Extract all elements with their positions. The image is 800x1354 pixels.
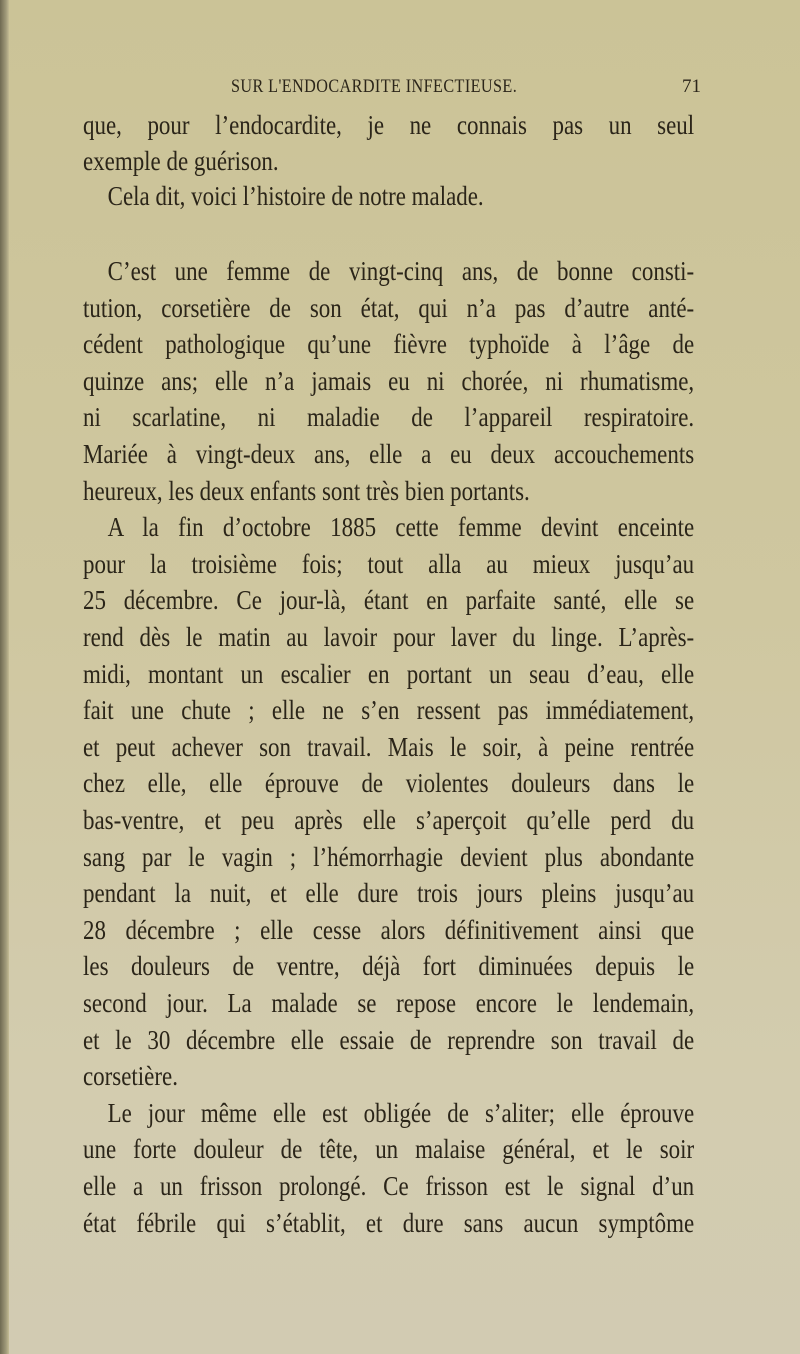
text-line: cédent pathologique qu’une fièvre typhoïde à l’âge de xyxy=(83,329,695,360)
text-line: heureux, les deux enfants sont très bien portants. xyxy=(83,475,530,506)
text-line: chez elle, elle éprouve de violentes douleurs dans le xyxy=(83,768,695,799)
running-title: SUR L'ENDOCARDITE INFECTIEUSE. xyxy=(231,76,518,97)
text-line: bas-ventre, et peu après elle s’aperçoit qu’elle perd du xyxy=(83,805,695,835)
text-line: sang par le vagin ; l’hémorrhagie devient plus abondante xyxy=(83,841,695,872)
text-line: et le 30 décembre elle essaie de reprendre son travail de xyxy=(83,1024,695,1055)
text-line: une forte douleur de tête, un malaise général, et le soir xyxy=(83,1134,695,1165)
text-line: état fébrile qui s’établit, et dure sans aucun symptôme xyxy=(83,1207,695,1238)
text-line: Mariée à vingt-deux ans, elle a eu deux accouchements xyxy=(83,439,695,469)
text-line: fait une chute ; elle ne s’en ressent pas immédiatement, xyxy=(83,695,695,726)
page-header xyxy=(0,76,800,100)
text-line: tution, corsetière de son état, qui n’a pas d’autre anté- xyxy=(83,292,695,323)
text-line: Cela dit, voici l’histoire de notre malade. xyxy=(107,181,484,211)
text-line: ni scarlatine, ni maladie de l’appareil respiratoire. xyxy=(83,402,695,433)
page-edge-shadow xyxy=(0,0,9,1354)
page-number: 71 xyxy=(682,76,701,97)
text-line: 25 décembre. Ce jour-là, étant en parfaite santé, elle se xyxy=(83,585,695,616)
text-line: 28 décembre ; elle cesse alors définitivement ainsi que xyxy=(83,914,695,945)
text-line: elle a un frisson prolongé. Ce frisson est le signal d’un xyxy=(83,1171,695,1201)
text-line: pendant la nuit, et elle dure trois jours pleins jusqu’au xyxy=(83,878,695,909)
text-line: quinze ans; elle n’a jamais eu ni chorée, ni rhumatisme, xyxy=(83,365,695,396)
text-line: les douleurs de ventre, déjà fort diminuées depuis le xyxy=(83,951,695,982)
text-line: et peut achever son travail. Mais le soir, à peine rentrée xyxy=(83,731,695,762)
text-line: second jour. La malade se repose encore le lendemain, xyxy=(83,988,695,1018)
text-line: exemple de guérison. xyxy=(83,145,279,176)
text-line: C’est une femme de vingt-cinq ans, de bonne consti- xyxy=(107,256,695,286)
text-line: corsetière. xyxy=(83,1061,178,1092)
text-line: midi, montant un escalier en portant un seau d’eau, elle xyxy=(83,658,695,689)
text-line: Le jour même elle est obligée de s’aliter; elle éprouve xyxy=(107,1097,695,1128)
text-line: A la fin d’octobre 1885 cette femme devint enceinte xyxy=(107,512,695,543)
text-line: que, pour l’endocardite, je ne connais pas un seul xyxy=(83,110,695,140)
text-line: pour la troisième fois; tout alla au mieux jusqu’au xyxy=(83,548,695,579)
text-line: rend dès le matin au lavoir pour laver du linge. L’après- xyxy=(83,622,695,652)
